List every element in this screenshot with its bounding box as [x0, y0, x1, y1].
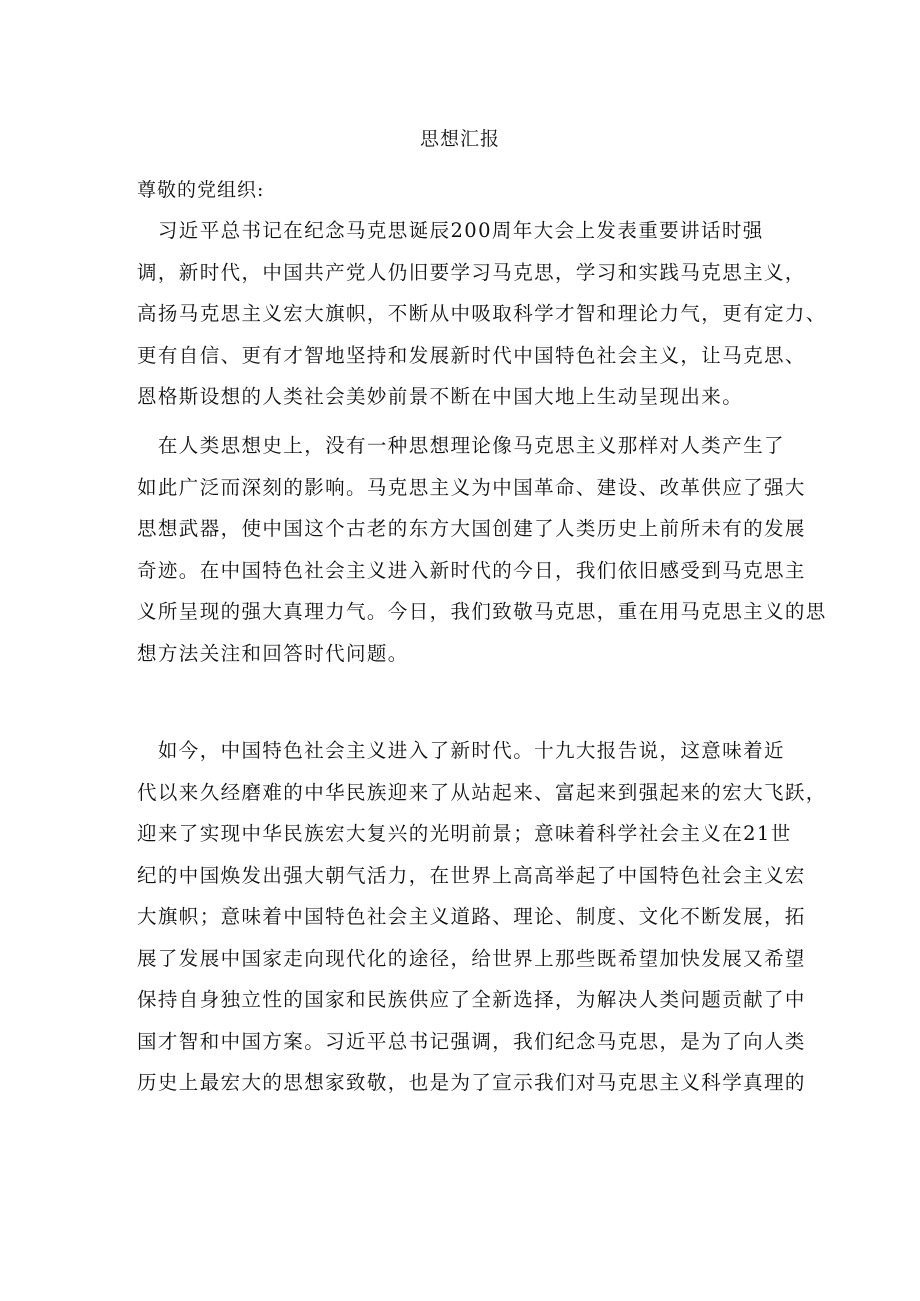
paragraph-line: 如今，中国特色社会主义进入了新时代。十九大报告说，这意味着近	[137, 739, 785, 762]
paragraph-line: 想方法关注和回答时代问题。	[137, 641, 409, 665]
paragraph-line: 义所呈现的强大真理力气。今日，我们致敬马克思，重在用马克思主义的思	[137, 600, 827, 623]
paragraph-line: 奇迹。在中国特色社会主义进入新时代的今日，我们依旧感受到马克思主	[137, 558, 806, 582]
paragraph-line: 迎来了实现中华民族宏大复兴的光明前景；意味着科学社会主义在21世	[137, 822, 792, 845]
paragraph-line: 纪的中国焕发出强大朝气活力，在世界上高高举起了中国特色社会主义宏	[137, 863, 806, 887]
paragraph-line: 思想武器，使中国这个古老的东方大国创建了人类历史上前所未有的发展	[137, 517, 806, 540]
paragraph-line: 恩格斯设想的人类社会美妙前景不断在中国大地上生动呈现出来。	[137, 385, 744, 408]
paragraph-line: 展了发展中国家走向现代化的途径，给世界上那些既希望加快发展又希望	[137, 946, 806, 970]
paragraph-line: 在人类思想史上，没有一种思想理论像马克思主义那样对人类产生了	[137, 434, 785, 457]
page-title: 思想汇报	[419, 128, 500, 150]
paragraph-line: 如此广泛而深刻的影响。马克思主义为中国革命、建设、改革供应了强大	[137, 475, 806, 499]
paragraph-line: 国才智和中国方案。习近平总书记强调，我们纪念马克思，是为了向人类	[137, 1029, 806, 1053]
paragraph-line: 保持自身独立性的国家和民族供应了全新选择，为解决人类问题贡献了中	[137, 988, 806, 1011]
paragraph-line: 调，新时代，中国共产党人仍旧要学习马克思，学习和实践马克思主义，	[137, 260, 806, 284]
paragraph-line: 大旗帜；意味着中国特色社会主义道路、理论、制度、文化不断发展，拓	[137, 905, 806, 928]
paragraph-line: 习近平总书记在纪念马克思诞辰200周年大会上发表重要讲话时强	[137, 219, 764, 242]
paragraph-line: 代以来久经磨难的中华民族迎来了从站起来、富起来到强起来的宏大飞跃，	[137, 780, 827, 804]
paragraph-line: 更有自信、更有才智地坚持和发展新时代中国特色社会主义，让马克思、	[137, 343, 806, 367]
salutation: 尊敬的党组织:	[137, 179, 265, 201]
paragraph-2	[137, 425, 827, 674]
paragraph-line: 高扬马克思主义宏大旗帜，不断从中吸取科学才智和理论力气，更有定力、	[137, 302, 827, 325]
paragraph-1	[137, 210, 827, 418]
paragraph-3	[137, 730, 827, 1104]
paragraph-line: 历史上最宏大的思想家致敬，也是为了宣示我们对马克思主义科学真理的	[137, 1071, 806, 1094]
